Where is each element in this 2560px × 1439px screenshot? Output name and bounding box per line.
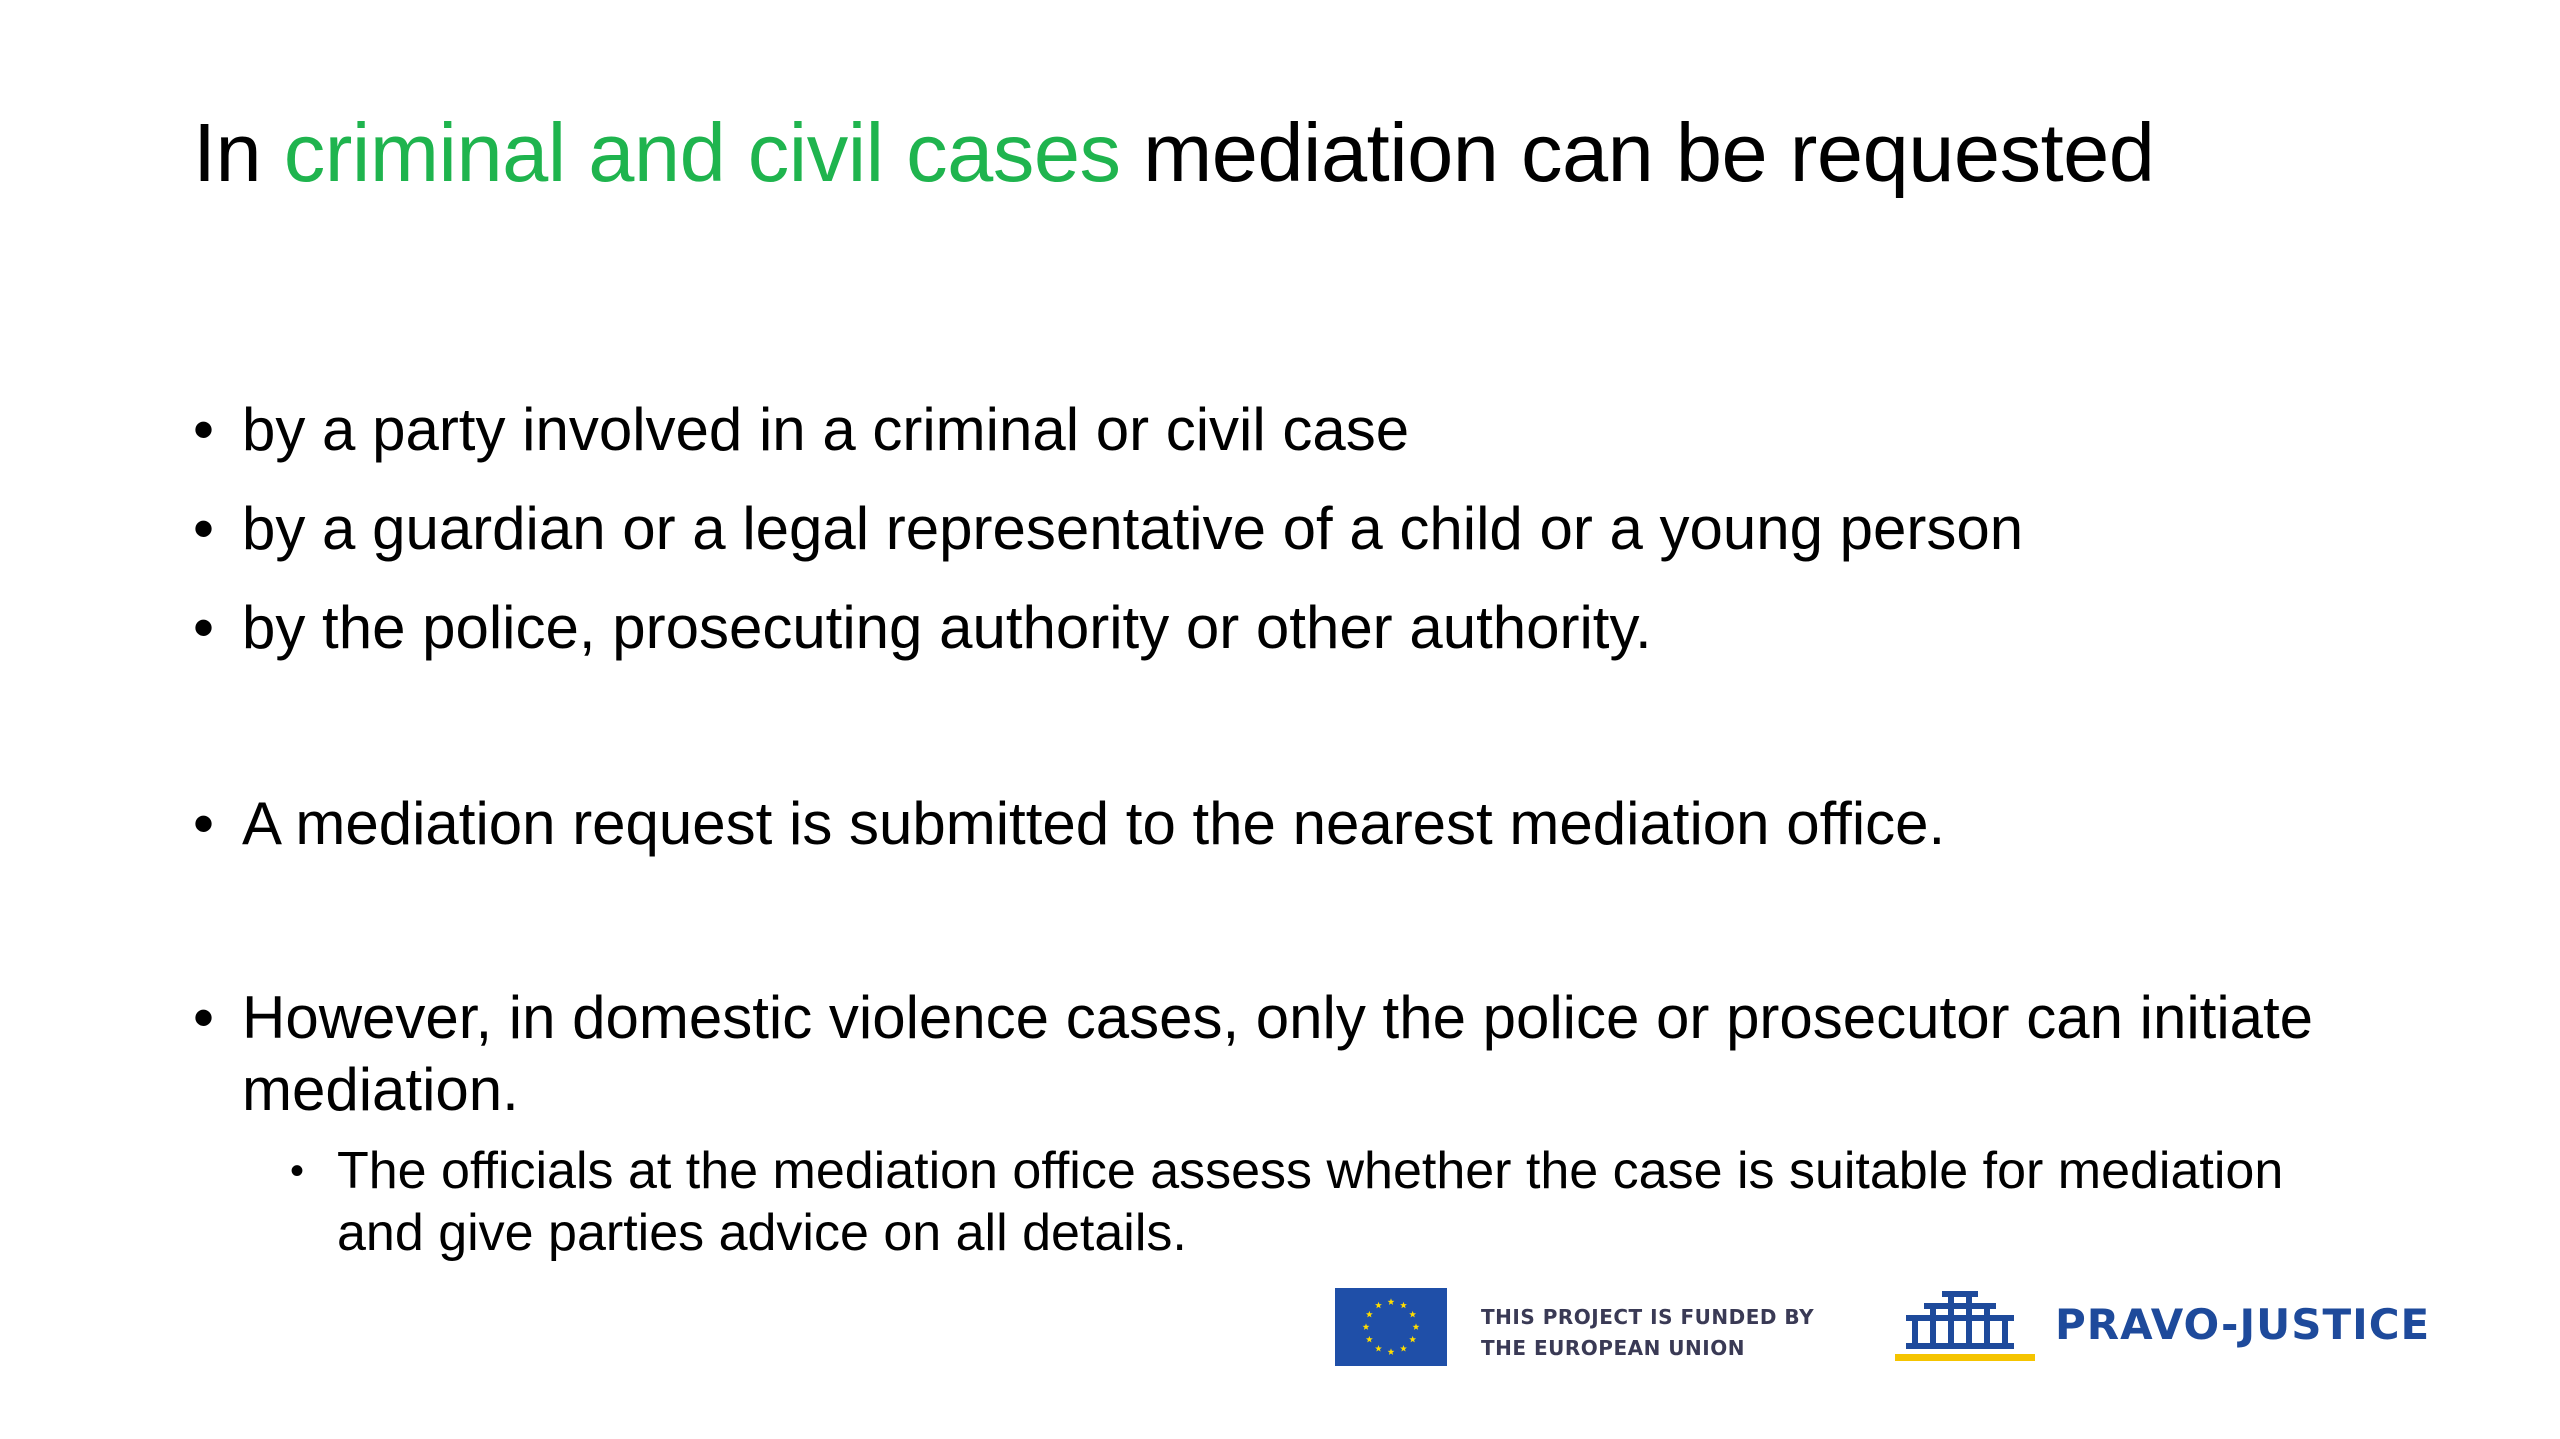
bullet-dot: • (193, 790, 215, 857)
pravo-justice-name: PRAVO-JUSTICE (2055, 1300, 2431, 1349)
sub-bullet-dot: • (290, 1149, 305, 1193)
eu-funding-line1: THIS PROJECT IS FUNDED BY (1481, 1305, 1815, 1329)
bullet-text: However, in domestic violence cases, only the police or prosecutor can initiate mediation. (242, 984, 2314, 1123)
bullet-text: A mediation request is submitted to the nearest mediation office. (242, 790, 1946, 857)
sub-bullet-text: The officials at the mediation office assess whether the case is suitable for mediation and give parties advice on all details. (337, 1142, 2284, 1262)
bullet-dot: • (193, 984, 215, 1051)
eu-funding-line2: THE EUROPEAN UNION (1481, 1336, 1745, 1360)
title-highlight: criminal and civil cases (283, 106, 1121, 199)
title-prefix: In (193, 106, 284, 199)
slide-title (193, 105, 2154, 200)
eu-flag-icon (1335, 1288, 1447, 1366)
pravo-justice-building-icon (1895, 1284, 2035, 1364)
bullet-text: by a guardian or a legal representative of a child or a young person (242, 495, 2024, 562)
bullet-dot: • (193, 396, 215, 463)
bullet-text: by a party involved in a criminal or civil case (242, 396, 1410, 463)
footer-logos (1335, 1282, 2435, 1372)
title-suffix: mediation can be requested (1120, 106, 2155, 199)
eu-funding-text (1481, 1302, 1814, 1364)
bullet-dot: • (193, 495, 215, 562)
bullet-text: by the police, prosecuting authority or other authority. (242, 594, 1652, 661)
bullet-dot: • (193, 594, 215, 661)
